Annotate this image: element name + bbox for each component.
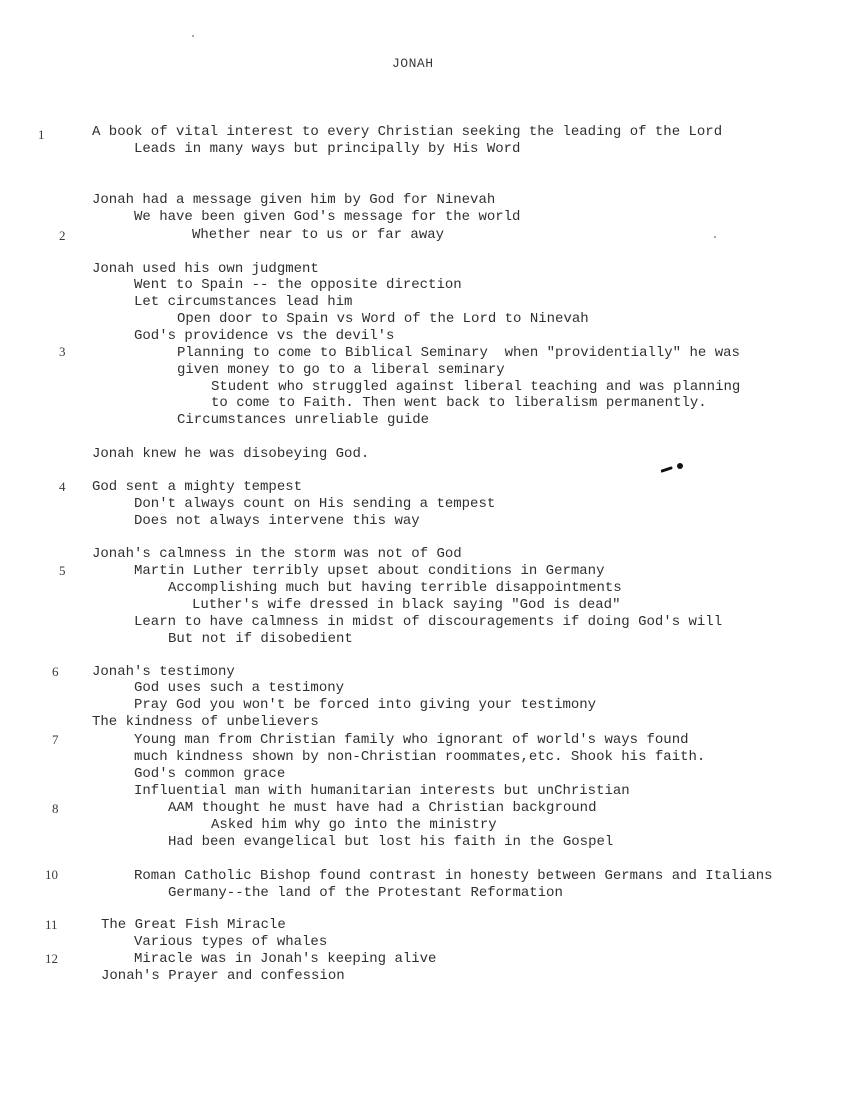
text-line: God uses such a testimony [134,680,345,696]
text-line: Germany--the land of the Protestant Reformation [168,885,563,901]
text-line: Influential man with humanitarian interests but unChristian [134,783,630,799]
text-line: Student who struggled against liberal teaching and was planning [211,379,741,395]
ink-mark-icon [661,462,689,474]
text-line: AAM thought he must have had a Christian background [168,800,597,816]
text-line: Luther's wife dressed in black saying "God is dead" [192,597,621,613]
margin-number: 4 [59,479,66,494]
text-line: Various types of whales [134,934,328,950]
margin-number: 5 [59,563,66,578]
text-line: Had been evangelical but lost his faith in the Gospel [168,834,614,850]
text-line: Whether near to us or far away [192,227,445,243]
text-line: much kindness shown by non-Christian roommates,etc. Shook his faith. [134,749,706,765]
margin-number: 2 [59,228,66,243]
text-line: Jonah's Prayer and confession [101,968,345,984]
text-line: Jonah knew he was disobeying God. [92,446,370,462]
margin-number: 6 [52,664,59,679]
margin-number: 8 [52,801,59,816]
page-title: JONAH [392,56,434,71]
text-line: Jonah had a message given him by God for Ninevah [92,192,496,208]
text-line: Learn to have calmness in midst of discouragements if doing God's will [134,614,723,630]
text-line: Open door to Spain vs Word of the Lord to Ninevah [177,311,589,327]
margin-number: 3 [59,344,66,359]
text-line: to come to Faith. Then went back to liberalism permanently. [211,395,707,411]
text-line: The kindness of unbelievers [92,714,319,730]
text-line: Martin Luther terribly upset about conditions in Germany [134,563,605,579]
text-line: Roman Catholic Bishop found contrast in honesty between Germans and Italians [134,868,773,884]
text-line: But not if disobedient [168,631,353,647]
text-line: Asked him why go into the ministry [211,817,497,833]
margin-number: 10 [45,867,58,882]
text-line: Leads in many ways but principally by His Word [134,141,521,157]
text-line: Jonah used his own judgment [92,261,319,277]
margin-number: 12 [45,951,58,966]
text-line: A book of vital interest to every Christian seeking the leading of the Lord [92,124,723,140]
text-line: Circumstances unreliable guide [177,412,430,428]
speck [192,35,194,37]
text-line: Miracle was in Jonah's keeping alive [134,951,437,967]
text-line: Young man from Christian family who ignorant of world's ways found [134,732,689,748]
text-line: Went to Spain -- the opposite direction [134,277,462,293]
margin-number: 1 [38,127,45,142]
text-line: Does not always intervene this way [134,513,420,529]
text-line: given money to go to a liberal seminary [177,362,505,378]
margin-number: 7 [52,732,59,747]
text-line: Don't always count on His sending a tempest [134,496,496,512]
text-line: Accomplishing much but having terrible disappointments [168,580,622,596]
text-line: Jonah's testimony [92,664,235,680]
speck [714,236,716,238]
text-line: God's common grace [134,766,286,782]
text-line: The Great Fish Miracle [101,917,286,933]
text-line: Jonah's calmness in the storm was not of God [92,546,462,562]
margin-number: 11 [45,917,58,932]
text-line: We have been given God's message for the world [134,209,521,225]
text-line: God sent a mighty tempest [92,479,303,495]
text-line: Planning to come to Biblical Seminary when "providentially" he was [177,345,740,361]
text-line: God's providence vs the devil's [134,328,395,344]
text-line: Let circumstances lead him [134,294,353,310]
text-line: Pray God you won't be forced into giving your testimony [134,697,597,713]
